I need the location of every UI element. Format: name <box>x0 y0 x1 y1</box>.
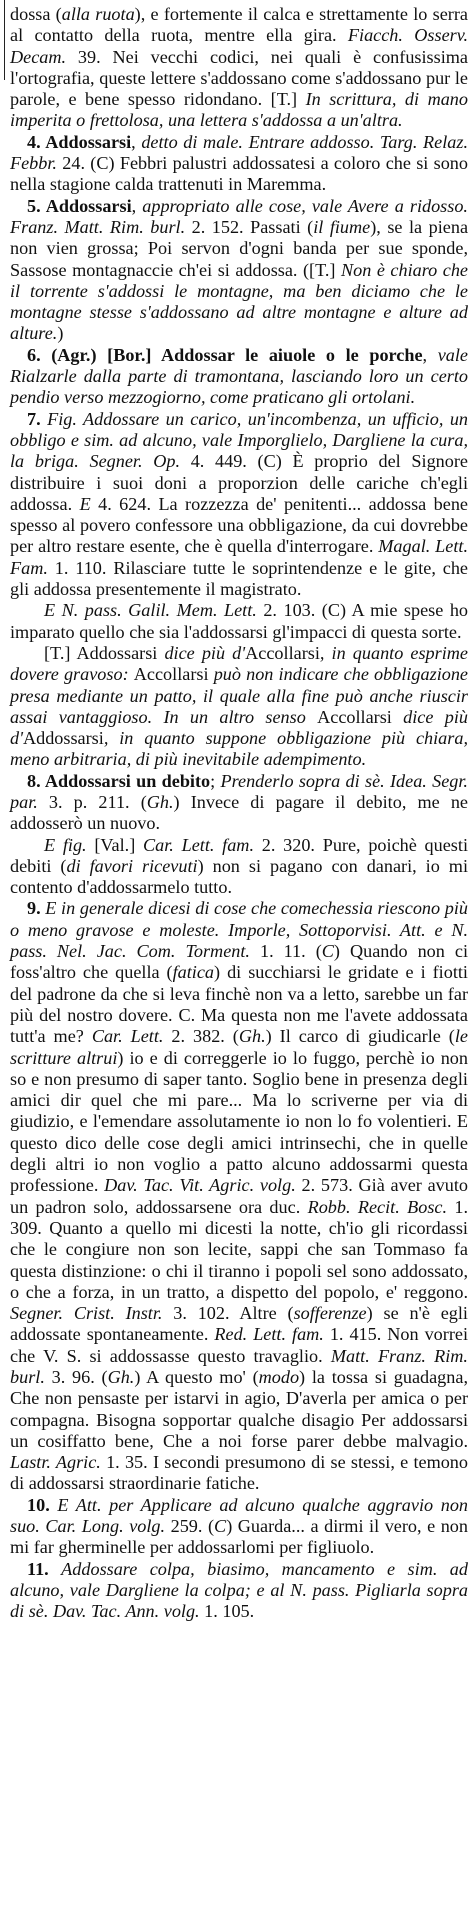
italic-text: Gh. <box>107 1367 135 1387</box>
body-text: Addossarsi <box>22 728 104 749</box>
entry-paragraph <box>10 771 468 835</box>
body-text: Accollarsi <box>133 664 214 685</box>
italic-text: Magal. Lett. Fam. <box>10 536 468 578</box>
body-text: ), se la piena non vien grossa; Poi servon d'ogni banda per sue sponde, Sassose montagnaccie ch'ei si addossa. ([T.] <box>10 216 469 280</box>
body-text: 1. 309. Quanto a quello mi dicesti la notte, ch'io gli ricordassi che le congiure non son lecite, sappi che san Tommaso fa questa distinzione: o chi il tiranno i popoli sel sono addossato, o che a forza, in un tratto, a dispetto del popolo, e' reggono. <box>10 1196 469 1302</box>
italic-text: E fig. <box>44 834 87 855</box>
body-text: , <box>131 195 143 216</box>
body-text: [T.] Addossarsi <box>44 642 165 663</box>
italic-text: In scrittura, di mano imperita o frettolosa, una lettera s'addossa a un'altra. <box>10 89 468 131</box>
body-text: , <box>422 344 438 365</box>
body-text: ) io e di correggerle io lo fuggo, perchè io non so e non presumo di saper tanto. Soglio bene in presenza degli amici dir quel che mi pare... Ma lo scriverne per via di giudizio, e l'emendare assolutamente io non lo fo volentieri. E questo dico delle cose degli amici intrinsechi, che in quelle degli altri io non voglio a patto alcuno addossarmi questa professione. <box>10 1047 468 1196</box>
body-text: 2. 320. Pure, poichè questi debiti ( <box>10 834 468 876</box>
italic-text: Dav. Tac. Vit. Agric. volg. <box>104 1175 296 1196</box>
sense-heading: 7. <box>27 408 48 429</box>
italic-text: E N. pass. Galil. Mem. Lett. <box>44 600 257 621</box>
sense-heading: 11. <box>27 1558 62 1579</box>
body-text: [Val.] <box>86 834 143 855</box>
body-text: ) Invece di pagare il debito, me ne addosserò un nuovo. <box>10 791 468 834</box>
entry-paragraph <box>10 1495 468 1559</box>
italic-text: detto di male. Entrare addosso. Targ. Relaz. Febbr. <box>10 131 468 174</box>
body-text: ; <box>210 770 221 791</box>
italic-text: alla ruota <box>61 4 135 24</box>
body-text: Accollarsi <box>245 642 320 663</box>
entry-paragraph <box>10 345 468 409</box>
italic-text: dice più d' <box>10 706 468 749</box>
italic-text: il fiume <box>313 216 371 237</box>
entry-paragraph <box>10 1559 468 1623</box>
sense-heading: 10. <box>27 1494 58 1515</box>
body-text: 3. 102. Altre ( <box>162 1303 294 1324</box>
italic-text: Car. Lett. fam. <box>143 834 254 855</box>
italic-text: E <box>79 493 91 514</box>
body-text: ) Guarda... a dirmi il vero, e non mi far gherminelle per addossarlomi per figliuolo. <box>10 1516 468 1558</box>
body-text: 1. 110. Rilasciare tutte le soprintendenze e le gite, che gli addossa presentemente il magistrato. <box>10 557 468 600</box>
body-text: 39. Nei vecchi codici, nei quali è confusissima l'ortografia, queste lettere s'addossano come s'addossano pur le parole, e bene spesso ridondano. [T.] <box>10 46 468 110</box>
entry-paragraph <box>10 643 468 771</box>
body-text: 2. 152. Passati ( <box>185 216 314 237</box>
entry-paragraph <box>10 196 468 345</box>
body-text: ) <box>57 323 64 344</box>
body-text: 2. 103. (C) A mie spese ho imparato quello che sia l'addossarsi gl'impacci di questa sorte. <box>10 600 469 642</box>
italic-text: C <box>321 941 334 962</box>
entry-paragraph <box>10 409 468 601</box>
body-text: ) non si pagano con danari, io mi contento d'addossarmelo tutto. <box>10 855 469 898</box>
body-text: ) la tossa si guadagna, Che non pensaste per istarvi in agio, D'averla per amica o per compagna. Bisogna sopportar qualche disagio Per addossarsi un cosiffatto bene, Che a noi forse parer debbe malvagio. <box>10 1367 468 1451</box>
italic-text: , in quanto esprime dovere gravoso: <box>10 642 468 685</box>
body-text: Accollarsi <box>317 706 404 727</box>
body-text: 1. 415. Non vorrei che V. S. si addossasse questo travaglio. <box>10 1324 469 1366</box>
italic-text: E in generale dicesi di cose che comechessia riescono più o meno gravose e moleste. Imporle, Sottoporvisi. Att. e N. pass. Nel. Jac. Com. Torment. <box>10 898 468 962</box>
body-text: 259. ( <box>165 1516 215 1537</box>
body-text: ) Il carco di giudicarle ( <box>265 1026 455 1047</box>
body-text: 2. 573. Già aver avuto un padron solo, addossarsene ora duc. <box>10 1175 469 1217</box>
entry-paragraph <box>10 600 468 643</box>
italic-text: dice più d' <box>164 642 246 663</box>
body-text: 1. 11. ( <box>249 941 322 962</box>
sense-heading: 4. <box>27 131 46 152</box>
entry-paragraph <box>10 4 468 132</box>
italic-text: E Att. per Applicare ad alcuno qualche aggravio non suo. Car. Long. volg. <box>10 1494 469 1537</box>
italic-text: Segner. Crist. Instr. <box>10 1303 163 1324</box>
sense-heading: Addossarsi <box>45 131 132 152</box>
italic-text: , in quanto suppone obbligazione più chiara, meno arbitraria, di più inevitabile adempimento. <box>10 728 468 770</box>
entry-paragraph <box>10 898 468 1494</box>
italic-text: può non indicare che obbligazione presa mediante un patto, il quale alla fine può anche riuscir assai vantaggioso. In un altro senso <box>10 664 469 727</box>
italic-text: Robb. Recit. Bosc. <box>307 1196 448 1217</box>
italic-text: Gh. <box>238 1026 266 1047</box>
italic-text: Addossare colpa, biasimo, mancamento e sim. ad alcuno, vale Dargliene la colpa; e al N. pass. Pigliarla sopra di sè. Dav. Tac. Ann. volg. <box>10 1558 468 1622</box>
sense-heading: 5. Addossarsi <box>27 195 132 216</box>
sense-heading: 8. Addossarsi un debito <box>27 770 211 791</box>
body-text: 24. (C) Febbri palustri addossatesi a coloro che si sono nella stagione calda trattenuti in Maremma. <box>10 153 468 195</box>
entry-paragraph <box>10 835 468 899</box>
body-text: 4. 449. (C) È proprio del Signore distribuire i suoi doni a proporzion delle cariche ch'egli addossa. <box>10 451 468 514</box>
italic-text: Red. Lett. fam. <box>214 1324 324 1345</box>
italic-text: modo <box>258 1367 300 1387</box>
italic-text: fatica <box>172 962 215 983</box>
italic-text: appropriato alle cose, vale Avere a ridosso. Franz. Matt. Rim. burl. <box>10 195 468 237</box>
body-text: ), e fortemente il calca e strettamente lo serra al contatto della ruota, mentre ella gira. <box>10 4 468 46</box>
italic-text: le scritture altrui <box>10 1026 468 1068</box>
sense-heading: 6. (Agr.) [Bor.] <box>27 344 162 365</box>
italic-text: sofferenze <box>293 1303 367 1324</box>
italic-text: Car. Lett. <box>91 1026 164 1047</box>
entry-list <box>10 4 468 1623</box>
italic-text: C <box>214 1516 227 1537</box>
body-text: ) di succhiarsi le gridate e i fiotti del padrone da che si leva finchè non va a letto, sarebbe un far più del nostro dovere. C. Ma questa non me l'avete addossata tutt'a me? <box>10 962 468 1047</box>
italic-text: Gh. <box>146 791 174 812</box>
body-text: ) A questo mo' ( <box>134 1367 259 1387</box>
entry-paragraph <box>10 132 468 196</box>
body-text: 1. 105. <box>199 1601 255 1622</box>
body-text: 4. 624. La rozzezza de' penitenti... addossa bene spesso al povero confessore una obbligazione, da cui dovrebbe per altro restare esente, che è quella d'interrogare. <box>10 493 468 557</box>
body-text: 3. 96. ( <box>44 1367 108 1387</box>
column-rule <box>4 0 5 80</box>
body-text: 1. 35. I secondi presumono di se stessi, e temono di addossarsi straordinarie fatiche. <box>10 1452 468 1494</box>
body-text: 3. p. 211. ( <box>37 791 147 812</box>
italic-text: di favori ricevuti <box>66 855 198 876</box>
italic-text: vale Rialzarle dalla parte di tramontana, lasciando loro un certo pendio verso mezzogiorno, come praticano gli ortolani. <box>10 344 468 408</box>
italic-text: Fiacch. Osserv. Decam. <box>10 25 468 67</box>
body-text: ) Quando non ci foss'altro che quella ( <box>10 941 469 983</box>
italic-text: Lastr. Agric. <box>10 1452 101 1473</box>
italic-text: Fig. Addossare un carico, un'incombenza, un ufficio, un obbligo e sim. ad alcuno, vale Imporglielo, Dargliene la cura, la briga. Segner. Op. <box>10 408 469 472</box>
italic-text: Matt. Franz. Rim. burl. <box>10 1345 468 1387</box>
italic-text: Non è chiaro che il torrente s'addossi le montagne, ma ben diciamo che le montagne stesse s'addossano ad altre montagne e alture ad alture. <box>10 259 468 344</box>
sense-heading: 9. <box>27 898 46 919</box>
body-text: dossa ( <box>10 4 62 24</box>
italic-text: Prenderlo sopra di sè. Idea. Segr. par. <box>10 770 468 812</box>
sense-heading: Addossar le aiuole o le porche <box>161 344 423 365</box>
body-text: 2. 382. ( <box>163 1026 239 1047</box>
body-text: , <box>131 131 142 152</box>
body-text: ) se n'è egli addossate spontaneamente. <box>10 1303 468 1345</box>
